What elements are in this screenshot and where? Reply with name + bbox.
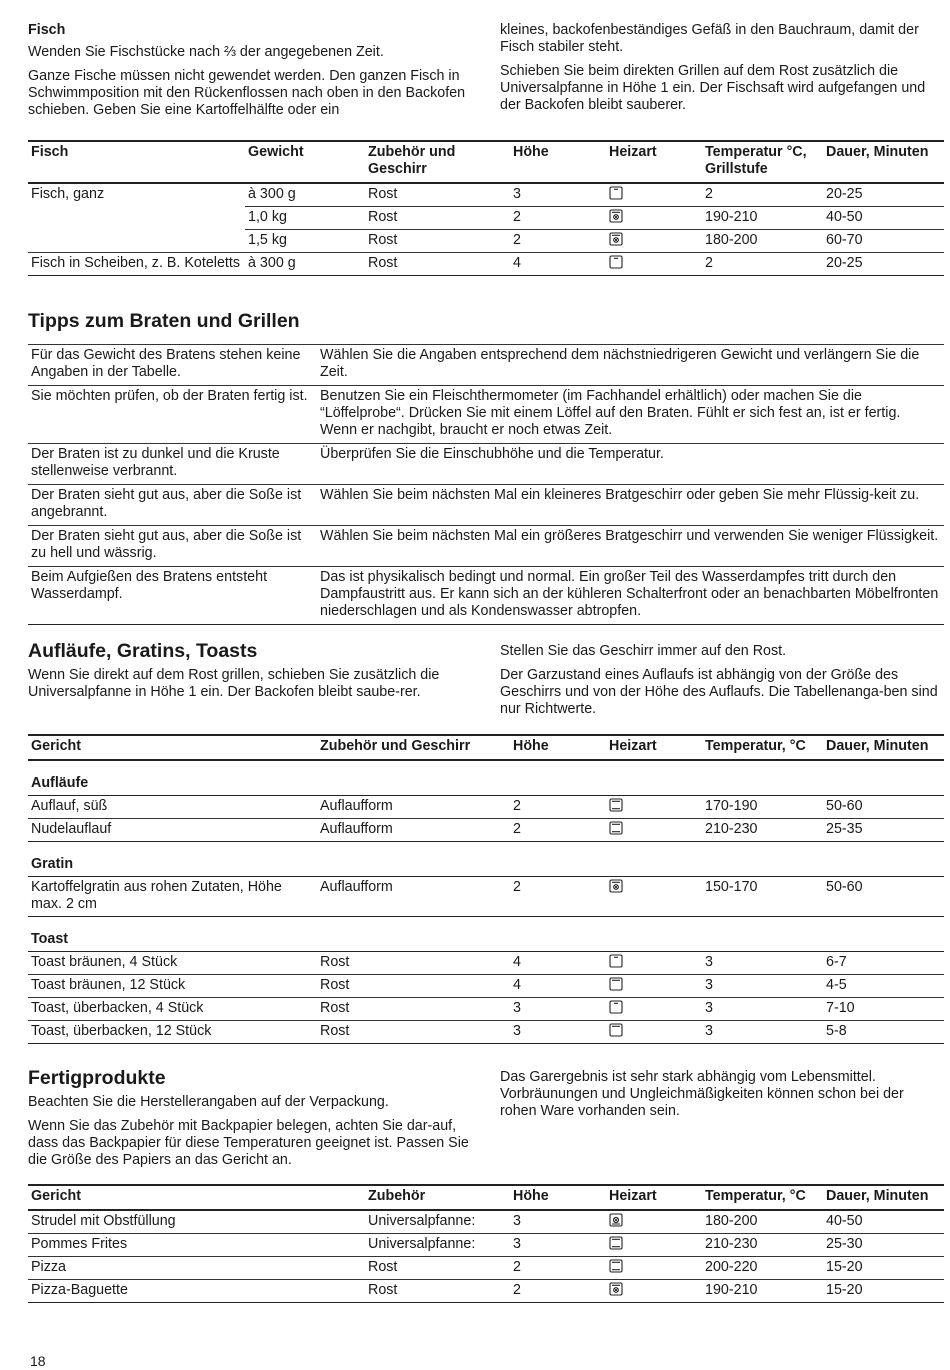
cell-dish: Toast bräunen, 12 Stück: [28, 975, 317, 998]
circotherm-grill-icon: [609, 232, 623, 246]
grill-small-icon: [609, 186, 623, 200]
table-row: [28, 230, 944, 253]
table-row: [28, 526, 944, 567]
cell-dish: [28, 207, 245, 230]
cell-heat: [606, 1234, 702, 1257]
cell-time: 4-5: [823, 975, 944, 998]
cell-dish: Pizza-Baguette: [28, 1280, 365, 1303]
cell-temp: 180-200: [702, 1210, 823, 1234]
cell-time: 15-20: [823, 1280, 944, 1303]
col-header: Temperatur °C, Grillstufe: [702, 141, 823, 183]
cell-accessory: Universalpfanne:: [365, 1234, 510, 1257]
paragraph: Ganze Fische müssen nicht gewendet werden. Den ganzen Fisch in Schwimmposition mit den Rückenflossen nach oben in den Backofen schieben. Geben Sie eine Kartoffelhälfte oder ein: [28, 68, 466, 118]
cell-level: 4: [510, 253, 606, 276]
cell-heat: [606, 253, 702, 276]
cell-accessory: Rost: [317, 998, 510, 1021]
cell-solution: Wählen Sie beim nächsten Mal ein kleineres Bratgeschirr oder geben Sie mehr Flüssig-keit zu.: [317, 485, 944, 526]
paragraph: Stellen Sie das Geschirr immer auf den Rost.: [500, 643, 787, 659]
cell-time: 50-60: [823, 796, 944, 819]
paragraph: Das Garergebnis ist sehr stark abhängig vom Lebensmittel. Vorbräunungen und Ungleichmäßigkeiten können schon bei der rohen Ware vorhanden sein.: [500, 1069, 904, 1119]
fish-table: [28, 140, 944, 276]
cell-dish: Fisch, ganz: [31, 186, 105, 202]
fish-intro-right: [500, 22, 944, 121]
cell-temp: 3: [702, 998, 823, 1021]
top-bottom-heat-icon: [609, 798, 623, 812]
cell-level: 2: [510, 877, 606, 917]
cell-time: 40-50: [823, 1210, 944, 1234]
col-header: Temperatur, °C: [702, 1185, 823, 1210]
table-row: [28, 253, 944, 276]
cell-solution: Wählen Sie beim nächsten Mal ein größeres Bratgeschirr und verwenden Sie weniger Flüssigkeit.: [317, 526, 944, 567]
auflaeufe-intro-left: [28, 640, 472, 708]
cell-level: 2: [510, 207, 606, 230]
cell-time: 25-30: [823, 1234, 944, 1257]
cell-problem: Der Braten sieht gut aus, aber die Soße ist zu hell und wässrig.: [28, 526, 317, 567]
cell-temp: 210-230: [702, 819, 823, 842]
cell-level: 3: [510, 998, 606, 1021]
col-header: Temperatur, °C: [702, 735, 823, 760]
circotherm-grill-icon: [609, 1282, 623, 1296]
col-header: Heizart: [606, 1185, 702, 1210]
table-row: [28, 877, 944, 917]
table-row: [28, 1210, 944, 1234]
cell-temp: 210-230: [702, 1234, 823, 1257]
cell-accessory: Rost: [365, 1280, 510, 1303]
cell-dish: [28, 230, 245, 253]
cell-temp: 170-190: [702, 796, 823, 819]
cell-heat: [606, 1280, 702, 1303]
cell-temp: 200-220: [702, 1257, 823, 1280]
circotherm-grill-icon: [609, 209, 623, 223]
cell-dish: Fisch in Scheiben, z. B. Koteletts: [28, 253, 245, 276]
cell-solution: Überprüfen Sie die Einschubhöhe und die Temperatur.: [317, 444, 944, 485]
cell-level: 3: [510, 1021, 606, 1044]
cell-heat: [606, 877, 702, 917]
group-title: Gratin: [28, 842, 944, 877]
table-row: [28, 819, 944, 842]
table-row: [28, 998, 944, 1021]
grill-small-icon: [609, 954, 623, 968]
col-header: Fisch: [28, 141, 245, 183]
cell-temp: 150-170: [702, 877, 823, 917]
tipps-table: [28, 344, 944, 625]
cell-heat: [606, 796, 702, 819]
paragraph: Der Garzustand eines Auflaufs ist abhängig von der Größe des Geschirrs und von der Höhe des Auflaufs. Die Tabellenanga-ben sind nur Richtwerte.: [500, 667, 938, 717]
cell-heat: [606, 952, 702, 975]
paragraph: Wenn Sie direkt auf dem Rost grillen, schieben Sie zusätzlich die Universalpfanne in Höhe 1 ein. Der Backofen bleibt saube-rer.: [28, 667, 440, 700]
cell-heat: [606, 1021, 702, 1044]
table-row: [28, 485, 944, 526]
cell-problem: Für das Gewicht des Bratens stehen keine Angaben in der Tabelle.: [28, 345, 317, 386]
paragraph: kleines, backofenbeständiges Gefäß in den Bauchraum, damit der Fisch stabiler steht.: [500, 22, 919, 55]
cell-problem: Der Braten ist zu dunkel und die Kruste stellenweise verbrannt.: [28, 444, 317, 485]
section-title: Aufläufe, Gratins, Toasts: [28, 640, 258, 662]
group-row: [28, 842, 944, 877]
cell-heat: [606, 819, 702, 842]
cell-level: 4: [510, 975, 606, 998]
fertig-intro: [28, 1067, 944, 1177]
paragraph: Beachten Sie die Herstellerangaben auf der Verpackung.: [28, 1094, 389, 1110]
cell-temp: 2: [702, 253, 823, 276]
cell-dish: Toast, überbacken, 12 Stück: [28, 1021, 317, 1044]
cell-level: 2: [510, 796, 606, 819]
tipps-section: [28, 310, 944, 619]
table-header-row: [28, 1185, 944, 1210]
cell-weight: à 300 g: [245, 183, 365, 207]
hot-air-icon: [609, 1213, 623, 1227]
cell-time: 20-25: [823, 183, 944, 207]
paragraph: Schieben Sie beim direkten Grillen auf dem Rost zusätzlich die Universalpfanne in Höhe 1 ein. Der Fischsaft wird aufgefangen und der Backofen bleibt sauberer.: [500, 63, 926, 113]
cell-weight: 1,0 kg: [245, 207, 365, 230]
cell-problem: Der Braten sieht gut aus, aber die Soße ist angebrannt.: [28, 485, 317, 526]
fish-subhead: Fisch: [28, 22, 66, 38]
table-row: [28, 796, 944, 819]
cell-time: 25-35: [823, 819, 944, 842]
table-row: [28, 1021, 944, 1044]
cell-problem: Sie möchten prüfen, ob der Braten fertig ist.: [28, 386, 317, 444]
top-bottom-heat-icon: [609, 1259, 623, 1273]
table-row: [28, 386, 944, 444]
cell-weight: 1,5 kg: [245, 230, 365, 253]
col-header: Zubehör: [365, 1185, 510, 1210]
cell-time: 15-20: [823, 1257, 944, 1280]
group-row: [28, 917, 944, 952]
cell-accessory: Rost: [317, 952, 510, 975]
cell-time: 50-60: [823, 877, 944, 917]
cell-dish: Strudel mit Obstfüllung: [28, 1210, 365, 1234]
cell-accessory: Rost: [365, 1257, 510, 1280]
top-bottom-heat-icon: [609, 1236, 623, 1250]
cell-accessory: Auflaufform: [317, 796, 510, 819]
auflaeufe-table: [28, 734, 944, 1044]
col-header: Höhe: [510, 141, 606, 183]
col-header: Höhe: [510, 735, 606, 760]
cell-level: 2: [510, 819, 606, 842]
table-row: [28, 345, 944, 386]
grill-small-icon: [609, 1000, 623, 1014]
cell-dish: Pizza: [28, 1257, 365, 1280]
paragraph: Wenn Sie das Zubehör mit Backpapier belegen, achten Sie dar-auf, dass das Backpapier für diese Temperaturen geeignet ist. Passen Sie die Größe des Papiers an das Gericht an.: [28, 1118, 469, 1168]
table-row: [28, 444, 944, 485]
col-header: Dauer, Minuten: [823, 1185, 944, 1210]
fertig-table: [28, 1184, 944, 1303]
col-header: Zubehör und Geschirr: [365, 141, 510, 183]
col-header: Dauer, Minuten: [823, 141, 944, 183]
fertig-intro-left: [28, 1067, 472, 1176]
table-row: [28, 975, 944, 998]
cell-level: 2: [510, 230, 606, 253]
auflaeufe-intro: [28, 640, 944, 730]
grill-large-icon: [609, 1023, 623, 1037]
table-row: [28, 1234, 944, 1257]
cell-temp: 180-200: [702, 230, 823, 253]
cell-dish: Kartoffelgratin aus rohen Zutaten, Höhe max. 2 cm: [28, 877, 317, 917]
cell-dish: Auflauf, süß: [28, 796, 317, 819]
cell-level: 4: [510, 952, 606, 975]
group-title: Aufläufe: [28, 760, 944, 796]
group-title: Toast: [28, 917, 944, 952]
cell-temp: 190-210: [702, 207, 823, 230]
cell-heat: [606, 207, 702, 230]
cell-time: 60-70: [823, 230, 944, 253]
cell-temp: 190-210: [702, 1280, 823, 1303]
col-header: Zubehör und Geschirr: [317, 735, 510, 760]
col-header: Gewicht: [245, 141, 365, 183]
col-header: Gericht: [28, 735, 317, 760]
table-row: [28, 952, 944, 975]
cell-time: 7-10: [823, 998, 944, 1021]
paragraph: Wenden Sie Fischstücke nach ⅔ der angegebenen Zeit.: [28, 44, 384, 60]
cell-accessory: Auflaufform: [317, 819, 510, 842]
cell-accessory: Rost: [365, 207, 510, 230]
cell-heat: [606, 183, 702, 207]
cell-heat: [606, 230, 702, 253]
cell-time: 6-7: [823, 952, 944, 975]
table-header-row: [28, 141, 944, 183]
cell-dish: Toast bräunen, 4 Stück: [28, 952, 317, 975]
cell-temp: 3: [702, 1021, 823, 1044]
fertig-intro-right: [500, 1069, 944, 1127]
table-row: [28, 183, 944, 207]
cell-accessory: Rost: [317, 1021, 510, 1044]
cell-level: 3: [510, 183, 606, 207]
cell-time: 20-25: [823, 253, 944, 276]
cell-weight: à 300 g: [245, 253, 365, 276]
cell-dish: Nudelauflauf: [28, 819, 317, 842]
cell-heat: [606, 998, 702, 1021]
cell-accessory: Rost: [317, 975, 510, 998]
col-header: Heizart: [606, 141, 702, 183]
cell-accessory: Rost: [365, 183, 510, 207]
table-header-row: [28, 735, 944, 760]
cell-accessory: Rost: [365, 230, 510, 253]
cell-temp: 3: [702, 975, 823, 998]
cell-level: 2: [510, 1280, 606, 1303]
top-bottom-heat-icon: [609, 821, 623, 835]
cell-level: 2: [510, 1257, 606, 1280]
cell-time: 40-50: [823, 207, 944, 230]
cell-temp: 2: [702, 183, 823, 207]
cell-dish: Pommes Frites: [28, 1234, 365, 1257]
cell-level: 3: [510, 1234, 606, 1257]
table-row: [28, 1257, 944, 1280]
cell-accessory: Auflaufform: [317, 877, 510, 917]
grill-large-icon: [609, 977, 623, 991]
cell-solution: Benutzen Sie ein Fleischthermometer (im Fachhandel erhältlich) oder machen Sie die “Löffelprobe“. Drücken Sie mit einem Löffel auf den Braten. Fühlt er sich fest an, ist er fertig. Wenn er nachgibt, braucht er noch etwas Zeit.: [317, 386, 944, 444]
cell-dish: Toast, überbacken, 4 Stück: [28, 998, 317, 1021]
group-row: [28, 760, 944, 796]
col-header: Gericht: [28, 1185, 365, 1210]
col-header: Höhe: [510, 1185, 606, 1210]
cell-heat: [606, 975, 702, 998]
cell-accessory: Rost: [365, 253, 510, 276]
cell-problem: Beim Aufgießen des Bratens entsteht Wasserdampf.: [28, 567, 317, 625]
cell-time: 5-8: [823, 1021, 944, 1044]
col-header: Dauer, Minuten: [823, 735, 944, 760]
cell-level: 3: [510, 1210, 606, 1234]
cell-solution: Wählen Sie die Angaben entsprechend dem nächstniedrigeren Gewicht und verlängern Sie die Zeit.: [317, 345, 944, 386]
auflaeufe-intro-right: [500, 643, 944, 725]
section-title: Fertigprodukte: [28, 1067, 166, 1089]
table-row: [28, 207, 944, 230]
cell-heat: [606, 1210, 702, 1234]
table-row: [28, 1280, 944, 1303]
cell-accessory: Universalpfanne:: [365, 1210, 510, 1234]
grill-small-icon: [609, 255, 623, 269]
col-header: Heizart: [606, 735, 702, 760]
fish-intro-left: [28, 22, 472, 126]
page-number: 18: [30, 1353, 46, 1369]
table-row: [28, 567, 944, 625]
cell-temp: 3: [702, 952, 823, 975]
cell-heat: [606, 1257, 702, 1280]
fish-intro: [28, 22, 944, 122]
section-title: Tipps zum Braten und Grillen: [28, 310, 300, 332]
cell-solution: Das ist physikalisch bedingt und normal. Ein großer Teil des Wasserdampfes tritt durch den Dampfaustritt aus. Er kann sich an der kühleren Schalterfront oder an benachbarten Möbelfronten niederschlagen und als Kondenswasser abtropfen.: [317, 567, 944, 625]
circotherm-grill-icon: [609, 879, 623, 893]
